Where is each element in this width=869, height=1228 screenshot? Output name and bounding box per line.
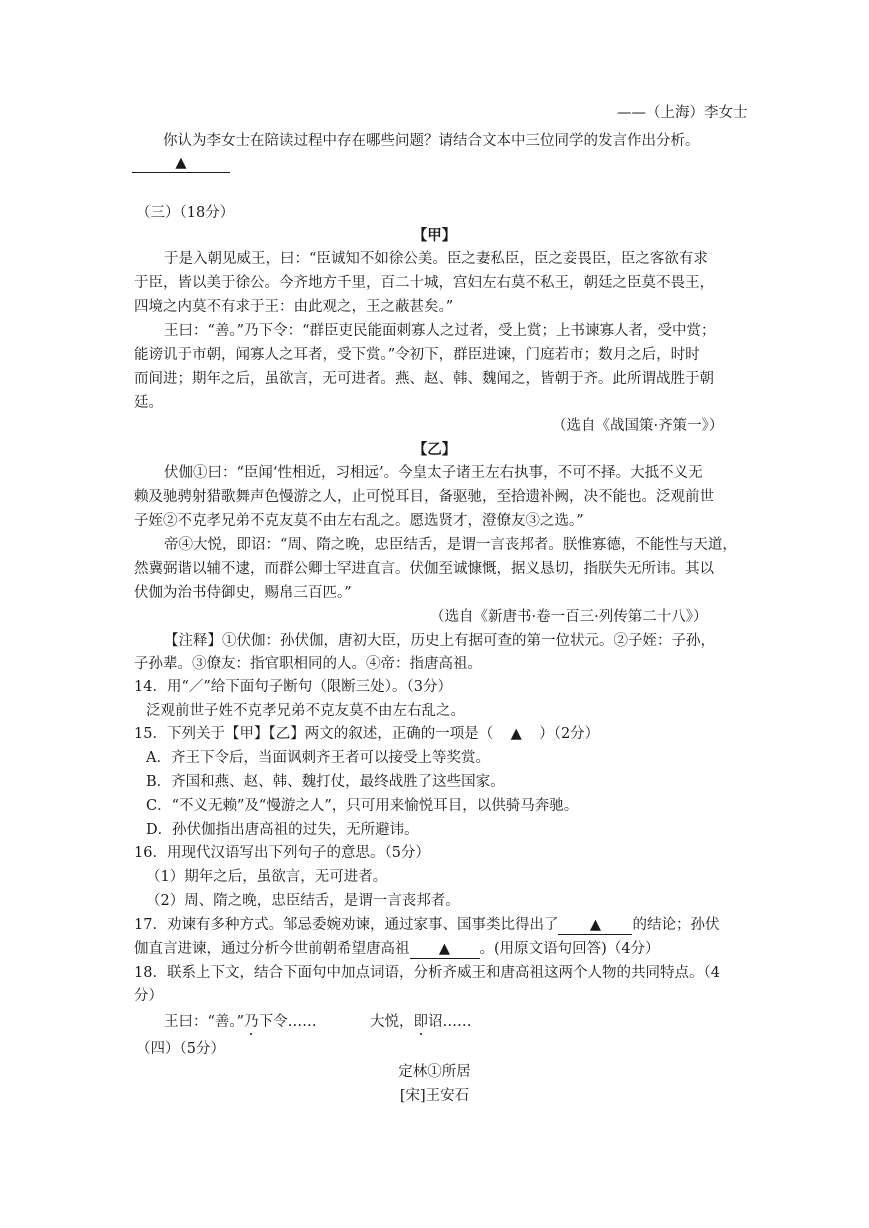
passage-line: 赖及驰骋射猎歌舞声色慢游之人，止可悦耳目，备驱驰，至拾遗补阙，决不能也。泛观前世 xyxy=(134,489,714,505)
passage-line: 四境之内莫不有求于王：由此观之，王之蔽甚矣。” xyxy=(134,299,454,315)
signature: ——（上海）李女士 xyxy=(617,105,748,121)
answer-mark: ▲ xyxy=(132,154,230,173)
answer-mark: ▲ xyxy=(510,726,522,742)
passage-source: （选自《战国策·齐策一》） xyxy=(552,418,724,434)
option-b: B．齐国和燕、赵、韩、魏打仗，最终战胜了这些国家。 xyxy=(146,774,505,790)
passage-line: 帝④大悦，即诏：“周、隋之晚，忠臣结舌，是谓一言丧邦者。朕惟寡德，不能性与天道， xyxy=(164,537,737,553)
question-15: 15．下列关于【甲】【乙】两文的叙述，正确的一项是（ ▲ ）（2分） xyxy=(134,726,600,742)
option-a: A．齐王下令后，当面讽刺齐王者可以接受上等奖赏。 xyxy=(146,750,490,766)
poem-title: 定林①所居 xyxy=(398,1064,471,1080)
question-16-item: （2）周、隋之晚，忠臣结舌，是谓一言丧邦者。 xyxy=(146,893,460,909)
section-heading: （四）（5分） xyxy=(136,1041,225,1057)
passage-line: 于臣，皆以美于徐公。今齐地方千里，百二十城，宫妇左右莫不私王，朝廷之臣莫不畏王， xyxy=(134,275,714,291)
dotted-word: 即 xyxy=(413,1014,428,1030)
passage-label-jia: 【甲】 xyxy=(412,227,457,244)
section-heading: （三）（18分） xyxy=(136,205,235,221)
question-14-sentence: 泛观前世子姓不克孝兄弟不克友莫不由左右乱之。 xyxy=(146,703,465,719)
passage-line: 王曰：“善。”乃下令：“群臣吏民能面刺寡人之过者，受上赏；上书谏寡人者，受中赏； xyxy=(164,323,716,339)
question-16: 16．用现代汉语写出下列句子的意思。（5分） xyxy=(134,845,430,861)
passage-label-yi: 【乙】 xyxy=(412,441,457,458)
notes-line: 子孙辈。③僚友：指官职相同的人。④帝：指唐高祖。 xyxy=(134,656,482,672)
answer-blank xyxy=(132,153,230,173)
question-18-example-1: 王曰：“善。”乃下令…… xyxy=(164,1014,317,1030)
passage-line: 子姪②不克孝兄弟不克友莫不由左右乱之。愿选贤才，澄僚友③之选。” xyxy=(134,513,584,529)
question-16-item: （1）期年之后，虽欲言，无可进者。 xyxy=(146,869,388,885)
answer-mark: ▲ xyxy=(410,940,480,959)
passage-line: 而间进；期年之后，虽欲言，无可进者。燕、赵、韩、魏闻之，皆朝于齐。此所谓战胜于朝 xyxy=(134,371,714,387)
passage-line: 伏伽为治书侍御史，赐帛三百匹。” xyxy=(134,585,352,601)
passage-source: （选自《新唐书·卷一百三·列传第二十八》） xyxy=(430,609,708,625)
passage-line: 能谤讥于市朝，闻寡人之耳者，受下赏。”令初下，群臣进谏，门庭若市；数月之后，时时 xyxy=(134,347,700,363)
option-d: D．孙伏伽指出唐高祖的过失，无所避讳。 xyxy=(146,822,419,838)
question-18: 18．联系上下文，结合下面句中加点词语，分析齐威王和唐高祖这两个人物的共同特点。（4 xyxy=(134,965,720,981)
question-18-line2: 分） xyxy=(134,988,163,1004)
question-14: 14．用“／”给下面句子断句（限断三处）。（3分） xyxy=(134,679,452,695)
question-18-example-2: 大悦，即诏…… xyxy=(370,1014,472,1030)
question-17: 17．劝谏有多种方式。邹忌委婉劝谏，通过家事、国事类比得出了 ▲ 的结论；孙伏 xyxy=(134,917,720,933)
dotted-word: 乃 xyxy=(244,1014,259,1030)
passage-line: 然冀弼谐以辅不逮，而群公卿士罕进直言。伏伽至诚慷慨，据义恳切，指朕失无所讳。其以 xyxy=(134,561,714,577)
notes-line: 【注释】①伏伽：孙伏伽，唐初大臣，历史上有据可查的第一位状元。②子姪：子孙， xyxy=(164,633,715,649)
question-17-line2: 伽直言进谏，通过分析今世前朝希望唐高祖 ▲ 。(用原文语句回答)（4分） xyxy=(134,941,660,957)
passage-line: 廷。 xyxy=(134,395,163,411)
question-prev: 你认为李女士在陪读过程中存在哪些问题？请结合文本中三位同学的发言作出分析。 xyxy=(163,133,700,149)
answer-mark: ▲ xyxy=(558,916,632,935)
passage-line: 于是入朝见威王，曰：“臣诚知不如徐公美。臣之妻私臣，臣之妾畏臣，臣之客欲有求 xyxy=(164,251,708,267)
poem-author: [宋]王安石 xyxy=(399,1088,470,1104)
option-c: C．“不义无赖”及“慢游之人”，只可用来愉悦耳目，以供骑马奔驰。 xyxy=(146,798,579,814)
passage-line: 伏伽①曰：“臣闻‘性相近，习相远’。今皇太子诸王左右执事，不可不择。大抵不义无 xyxy=(164,465,703,481)
